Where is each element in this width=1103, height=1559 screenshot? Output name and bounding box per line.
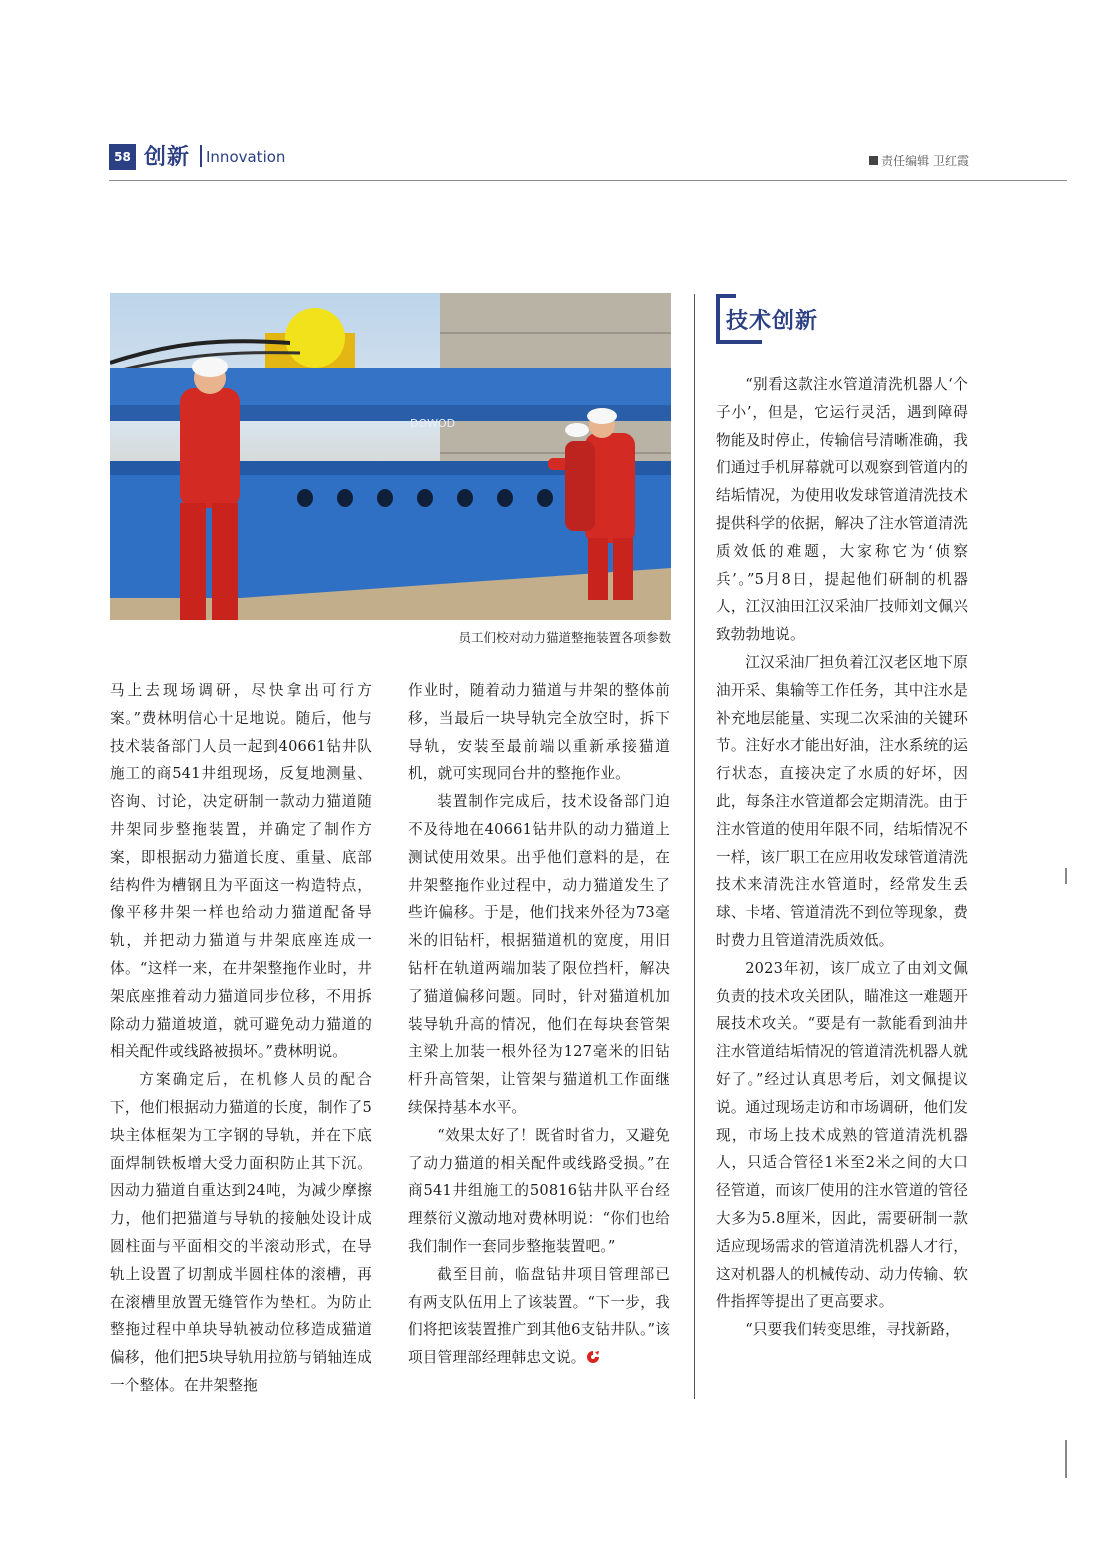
paragraph: “别看这款注水管道清洗机器人‘个子小’，但是，它运行灵活，遇到障碍物能及时停止，传输信号清晰准确，我们通过手机屏幕就可以观察到管道内的结垢情况，为使用收发球管道清洗技术提供科学的依据，解决了注水管道清洗质效低的难题，大家称它为‘侦察兵’。”5月8日，提起他们研制的机器人，江汉油田江汉采油厂技师刘文佩兴致勃勃地说。 <box>716 376 968 644</box>
article-column-1 <box>110 677 372 1400</box>
page-number: 58 <box>109 144 136 170</box>
bracket-bottom <box>716 340 762 344</box>
article-column-3 <box>716 371 968 1344</box>
editor-credit <box>869 152 969 169</box>
edge-mark <box>1065 1440 1067 1478</box>
machine-brand-text: DOWOD <box>410 417 456 430</box>
section-title-cn: 创新 <box>144 145 191 170</box>
paragraph: 2023年初，该厂成立了由刘文佩负责的技术攻关团队，瞄准这一难题开展技术攻关。“要是有一款能看到油井注水管道结垢情况的管道清洗机器人就好了。”经过认真思考后，刘文佩提议说。通过现场走访和市场调研，他们发现，市场上技术成熟的管道清洗机器人，只适合管径1米至2米之间的大口径管道，而该厂使用的注水管道的管径大多为5.8厘米，因此，需要研制一款适应现场需求的管道清洗机器人才行，这对机器人的机械传动、动力传输、软件指挥等提出了更高要求。 <box>716 959 968 1311</box>
kicker-title: 技术创新 <box>726 309 819 334</box>
end-mark-icon <box>586 1350 600 1364</box>
page-header <box>109 142 1067 182</box>
paragraph: “效果太好了！既省时省力，又避免了动力猫道的相关配件或线路受损。”在商541井组施工的50816钻井队平台经理蔡衍义激动地对费林明说：“你们也给我们制作一套同步整拖装置吧。” <box>408 1126 670 1255</box>
editor-text: 责任编辑 卫红霞 <box>881 154 969 168</box>
photo-illustration <box>110 293 671 620</box>
paragraph: 作业时，随着动力猫道与井架的整体前移，当最后一块导轨完全放空时，拆下导轨，安装至最前端以重新承接猫道机，就可实现同台井的整拖作业。 <box>408 682 670 783</box>
column-divider <box>694 294 695 1399</box>
paragraph-text: 截至目前，临盘钻井项目管理部已有两支队伍用上了该装置。“下一步，我们将把该装置推广到其他6支钻井队。”该项目管理部经理韩忠文说。 <box>408 1265 670 1367</box>
paragraph: 装置制作完成后，技术设备部门迫不及待地在40661钻井队的动力猫道上测试使用效果。出乎他们意料的是，在井架整拖作业过程中，动力猫道发生了些许偏移。于是，他们找来外径为73毫米的旧钻杆，根据猫道机的宽度，用旧钻杆在轨道两端加装了限位挡杆，解决了猫道偏移问题。同时，针对猫道机加装导轨升高的情况，他们在每块套管架主梁上加装一根外径为127毫米的旧钻杆升高管架，让管架与猫道机工作面继续保持基本水平。 <box>408 793 670 1116</box>
header-rule <box>109 180 1067 181</box>
article-column-2 <box>408 677 670 1372</box>
edge-mark <box>1065 868 1067 884</box>
paragraph-last <box>408 1261 670 1372</box>
paragraph: 马上去现场调研，尽快拿出可行方案。”费林明信心十足地说。随后，他与技术装备部门人员一起到40661钻井队施工的商541井组现场，反复地测量、咨询、讨论，决定研制一款动力猫道随井架同步整拖装置，并确定了制作方案，即根据动力猫道长度、重量、底部结构件为槽钢且为平面这一构造特点，像平移井架一样也给动力猫道配备导轨，并把动力猫道与井架底座连成一体。“这样一来，在井架整拖作业时，井架底座推着动力猫道同步位移，不用拆除动力猫道坡道，就可避免动力猫道的相关配件或线路被损坏。”费林明说。 <box>110 682 372 1061</box>
bracket-top <box>716 294 736 298</box>
section-title-en: Innovation <box>206 148 286 166</box>
article-photo <box>110 293 671 620</box>
paragraph: “只要我们转变思维，寻找新路， <box>745 1321 960 1339</box>
section-divider <box>200 145 202 167</box>
sub-section-kicker <box>716 294 846 346</box>
bracket-left <box>716 294 720 344</box>
photo-caption: 员工们校对动力猫道整拖装置各项参数 <box>458 630 671 645</box>
yellow-drum <box>285 308 345 368</box>
paragraph: 江汉采油厂担负着江汉老区地下原油开采、集输等工作任务，其中注水是补充地层能量、实现二次采油的关键环节。注好水才能出好油，注水系统的运行状态，直接决定了水质的好坏，因此，每条注水管道都会定期清洗。由于注水管道的使用年限不同，结垢情况不一样，该厂职工在应用收发球管道清洗技术来清洗注水管道时，经常发生丢球、卡堵、管道清洗不到位等现象，费时费力且管道清洗质效低。 <box>716 653 968 949</box>
paragraph: 方案确定后，在机修人员的配合下，他们根据动力猫道的长度，制作了5块主体框架为工字钢的导轨，并在下底面焊制铁板增大受力面积防止其下沉。因动力猫道自重达到24吨，为减少摩擦力，他们把猫道与导轨的接触处设计成圆柱面与平面相交的半滚动形式，在导轨上设置了切割成半圆柱体的滚槽，再在滚槽里放置无缝管作为垫杠。为防止整拖过程中单块导轨被动位移造成猫道偏移，他们把5块导轨用拉筋与销轴连成一个整体。在井架整拖 <box>110 1071 372 1394</box>
square-bullet-icon <box>869 156 878 165</box>
